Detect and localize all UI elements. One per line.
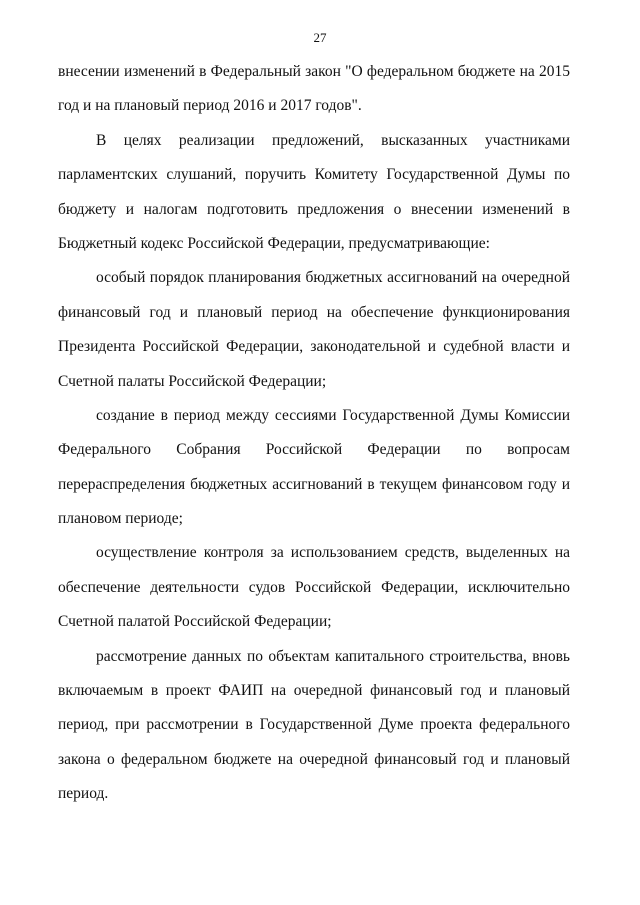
- text-line: В целях реализации предложений, высказанных участниками: [96, 131, 570, 149]
- text-line: период, при рассмотрении в Государственной Думе проекта федерального: [58, 716, 570, 734]
- text-line: перераспределения бюджетных ассигнований в текущем финансовом году и: [58, 475, 570, 493]
- text-line: внесении изменений в Федеральный закон "О федеральном бюджете на 2015: [58, 63, 570, 80]
- text-line: особый порядок планирования бюджетных ассигнований на очередной: [96, 269, 570, 287]
- text-line: закона о федеральном бюджете на очередной финансовый год и плановый: [58, 750, 570, 768]
- text-line: Федерального Собрания Российской Федерации по вопросам: [58, 441, 570, 459]
- text-line: осуществление контроля за использованием средств, выделенных на: [96, 544, 570, 562]
- text-line: плановом периоде;: [58, 510, 183, 528]
- text-line: период.: [58, 785, 109, 803]
- text-line: создание в период между сессиями Государственной Думы Комиссии: [96, 406, 570, 424]
- text-line: парламентских слушаний, поручить Комитету Государственной Думы по: [58, 166, 570, 184]
- text-line: бюджету и налогам подготовить предложения о внесении изменений в: [58, 200, 570, 218]
- text-line: финансовый год и плановый период на обеспечение функционирования: [58, 303, 570, 321]
- text-line: рассмотрение данных по объектам капитального строительства, вновь: [96, 647, 570, 665]
- text-line: обеспечение деятельности судов Российской Федерации, исключительно: [58, 578, 570, 596]
- page-number: 27: [313, 30, 327, 45]
- text-line: Счетной палатой Российской Федерации;: [58, 613, 332, 631]
- text-line: Бюджетный кодекс Российской Федерации, предусматривающие:: [58, 234, 490, 252]
- document-body: [58, 60, 570, 817]
- text-line: год и на плановый период 2016 и 2017 годов".: [58, 97, 362, 115]
- text-line: Счетной палаты Российской Федерации;: [58, 372, 327, 390]
- text-line: включаемым в проект ФАИП на очередной финансовый год и плановый: [58, 682, 570, 700]
- text-line: Президента Российской Федерации, законодательной и судебной власти и: [58, 338, 570, 356]
